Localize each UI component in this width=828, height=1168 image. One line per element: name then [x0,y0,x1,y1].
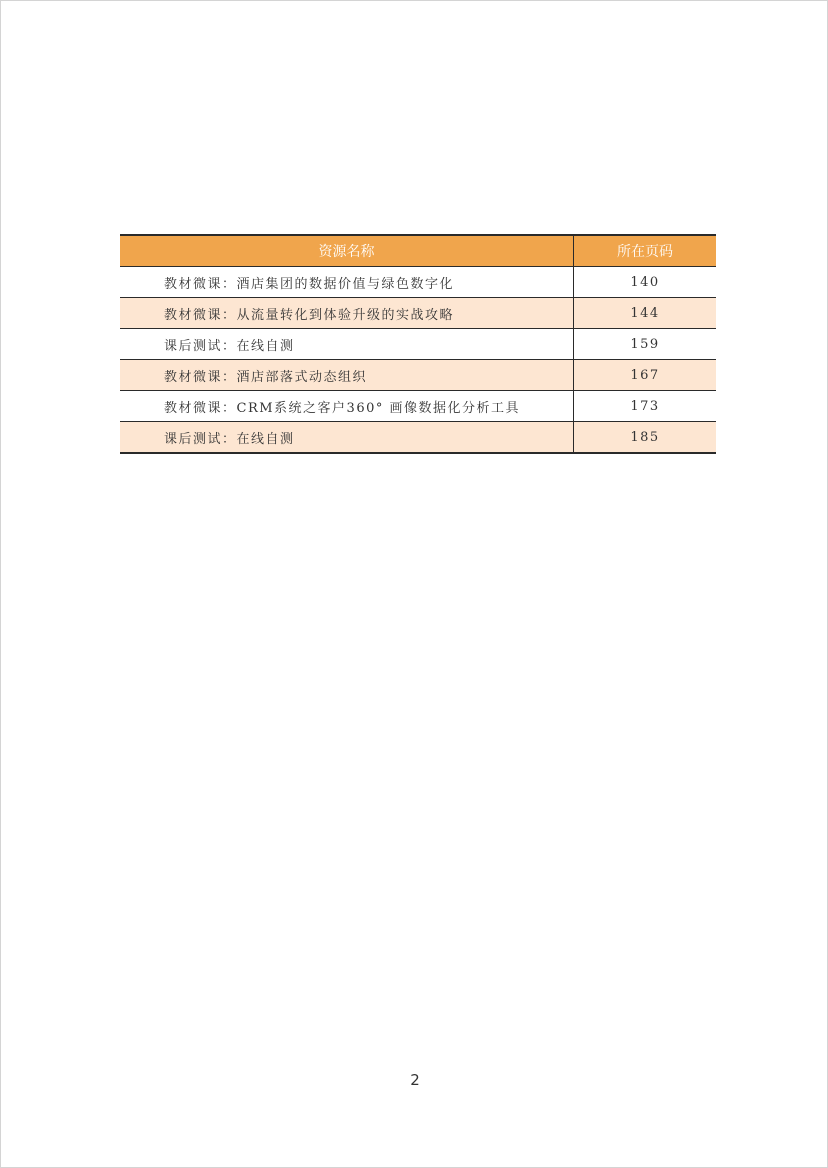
page-number-cell: 167 [574,360,717,391]
resource-name-cell: 教材微课：酒店集团的数据价值与绿色数字化 [120,267,574,298]
resource-name-cell: 教材微课：酒店部落式动态组织 [120,360,574,391]
header-resource-name: 资源名称 [120,235,574,267]
table-header-row [120,235,716,267]
resource-name-cell: 教材微课：从流量转化到体验升级的实战攻略 [120,298,574,329]
table-row [120,298,716,329]
page-number-cell: 140 [574,267,717,298]
resource-name-cell: 课后测试：在线自测 [120,329,574,360]
page-number-cell: 185 [574,422,717,454]
page-number-cell: 144 [574,298,717,329]
table-row [120,267,716,298]
resource-name-cell: 教材微课：CRM系统之客户360° 画像数据化分析工具 [120,391,574,422]
table-row [120,329,716,360]
page-number-cell: 159 [574,329,717,360]
table-row [120,422,716,454]
page-number-cell: 173 [574,391,717,422]
table-row [120,391,716,422]
page-number: 2 [410,1071,420,1089]
resource-name-cell: 课后测试：在线自测 [120,422,574,454]
resource-table [120,234,716,454]
header-page-number: 所在页码 [574,235,717,267]
table-row [120,360,716,391]
